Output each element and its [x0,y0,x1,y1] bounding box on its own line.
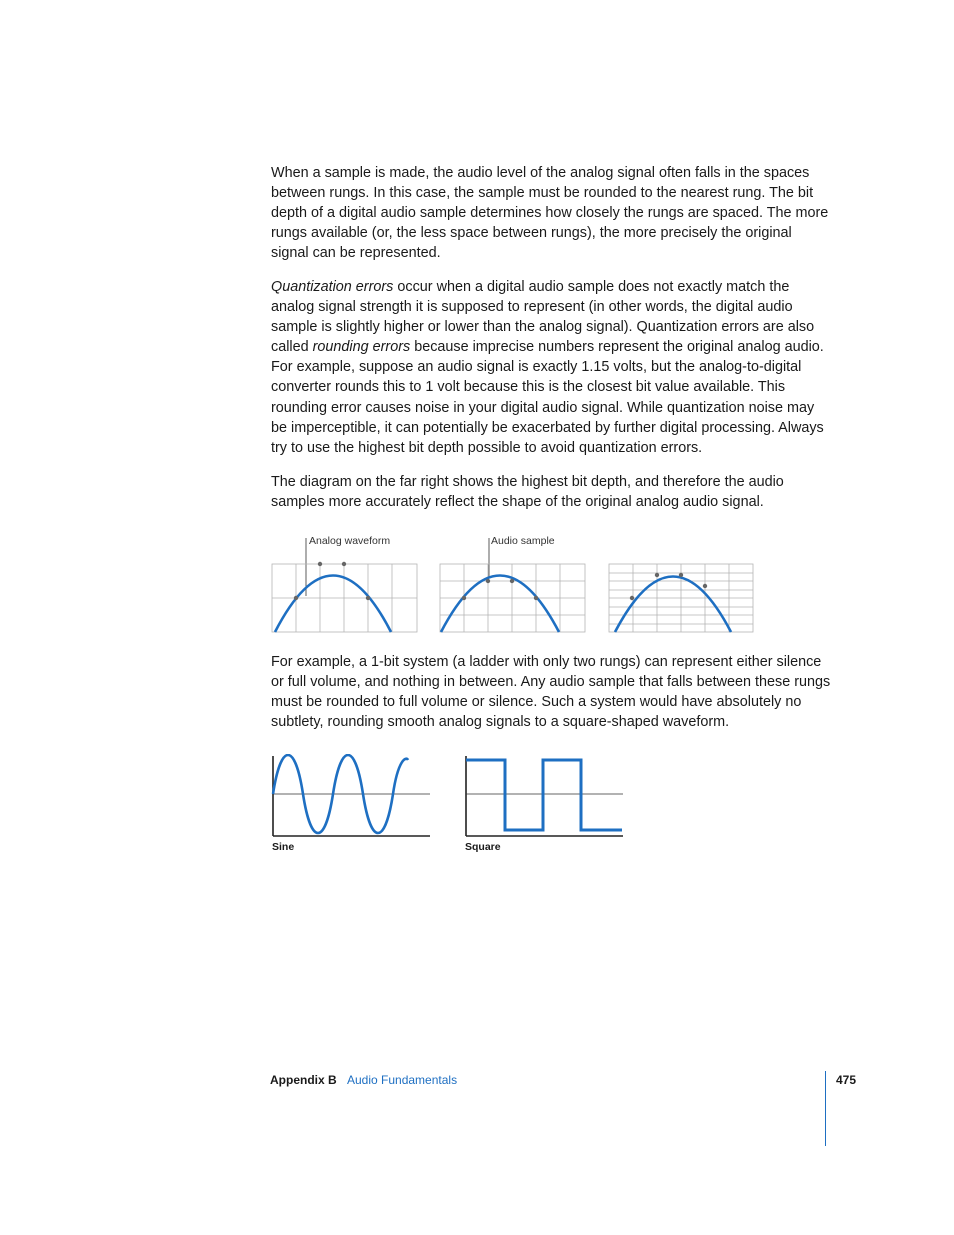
medium-waveform-curve [441,576,559,633]
sine-waveform-diagram [268,754,434,840]
paragraph-quantization-errors [271,277,831,458]
audio-sample-label: Audio sample [491,535,555,547]
sine-caption: Sine [272,841,295,853]
analog-waveform-label: Analog waveform [309,535,391,547]
footer-divider [825,1071,826,1146]
analog-waveform-curve [275,576,391,633]
low-bit-samples [294,562,370,600]
paragraph-bit-depth-diagram: The diagram on the far right shows the highest bit depth, and therefore the audio samples more accurately reflect the shape of the original analog audio signal. [271,474,784,511]
footer-appendix-label: Appendix B [270,1073,337,1087]
term-quantization-errors: Quantization errors [271,279,394,295]
low-bit-depth-grid [272,564,417,632]
term-rounding-errors: rounding errors [312,339,411,356]
page-number: 475 [836,1073,857,1087]
medium-bit-samples [462,579,538,600]
paragraph-text: occur when a digital audio sample does not exactly match the analog signal strength it is supposed to represent (in other words, the digital audio sample is slightly higher or lower than the analog signal). Quantization errors are also called [271,279,815,356]
paragraph-rung-spacing: When a sample is made, the audio level of the analog signal often falls in the spaces between rungs. In this case, the sample must be rounded to the nearest rung. The bit depth of a digital audio sample determines how closely the rungs are spaced. The more rungs available (or, the less space between rungs), the more precisely the original signal can be represented. [271,165,829,262]
paragraph-one-bit-system: For example, a 1-bit system (a ladder with only two rungs) can represent either silence or full volume, and nothing in between. Any audio sample that falls between these rungs must be rounded to full volume or silence. Such a system would have absolutely no subtlety, rounding smooth analog signals to a square-shaped waveform. [271,654,831,731]
square-wave [466,760,622,830]
square-caption: Square [465,841,501,853]
footer-chapter-title: Audio Fundamentals [347,1073,458,1087]
square-waveform-diagram [461,754,627,840]
bit-depth-diagram [265,528,765,640]
paragraph-text: because imprecise numbers represent the original analog audio. For example, suppose an audio signal is exactly 1.15 volts, but the analog-to-digital converter rounds this to 1 volt because this is the closest bit value available. This rounding error causes noise in your digital audio signal. While quantization noise may be imperceptible, it can potentially be exacerbated by further digital processing. Always try to use the highest bit depth possible to avoid quantization errors. [271,339,824,456]
